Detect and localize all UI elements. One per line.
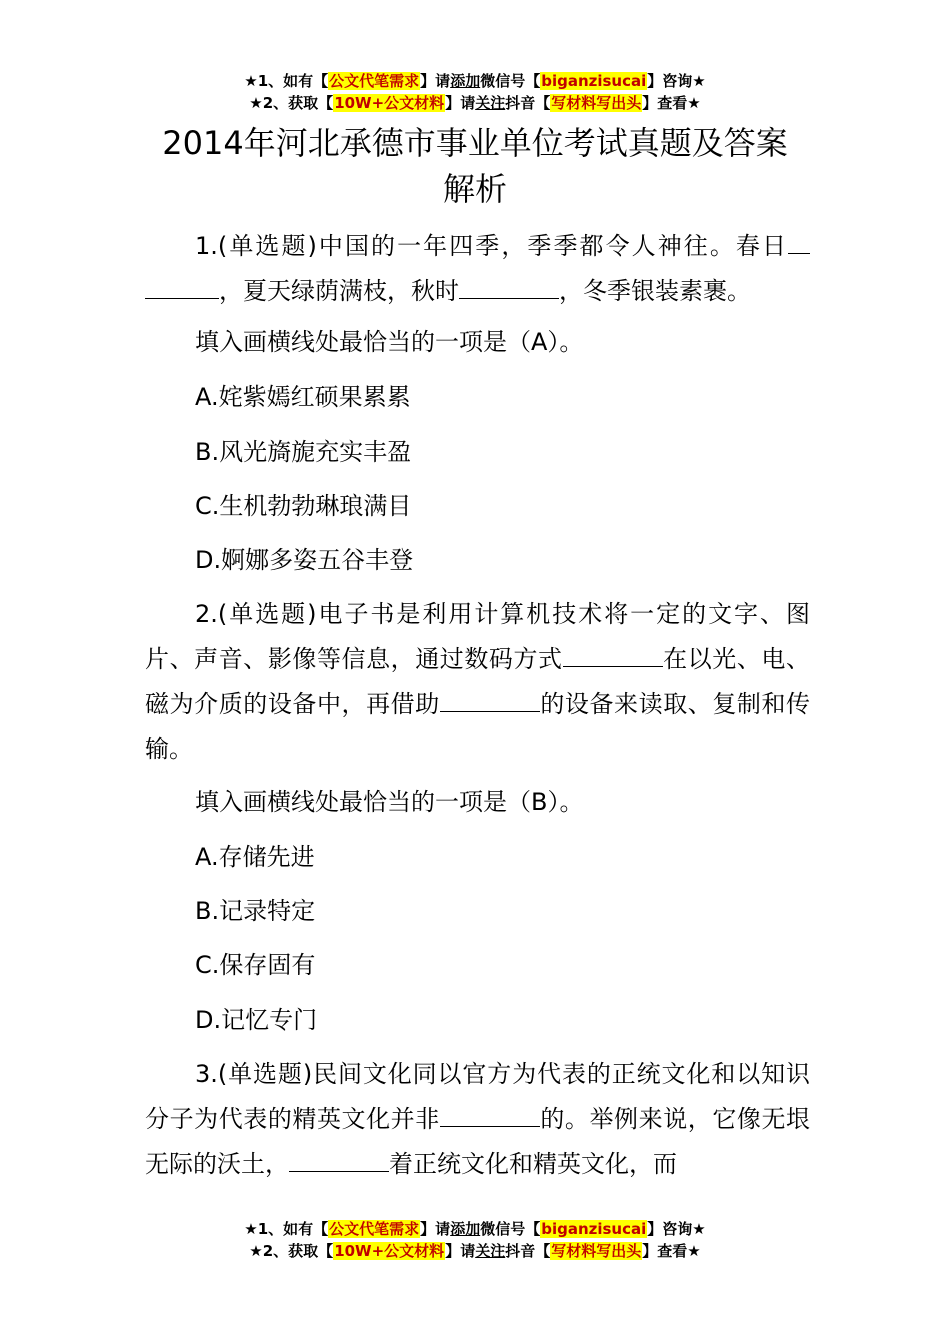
question-3-stem: 3.(单选题)民间文化同以官方为代表的正统文化和以知识分子为代表的精英文化并非 的。举例来说，它像无垠无际的沃土， 着正统文化和精英文化，而 xyxy=(145,1060,811,1178)
option: B.风光旖旎充实丰盈 xyxy=(195,438,412,466)
promo-line-1: ★1、如有【公文代笔需求】请添加微信号【biganzisucai】咨询★ xyxy=(244,72,706,90)
option: A.存储先进 xyxy=(195,843,315,871)
option: C.保存固有 xyxy=(195,951,316,979)
question-1 xyxy=(145,224,810,314)
highlight-douyin-id: 写材料写出头 xyxy=(551,94,642,112)
question-1-prompt: 填入画横线处最恰当的一项是（A）。 xyxy=(195,328,584,356)
question-2-stem: 2.(单选题)电子书是利用计算机技术将一定的文字、图片、声音、影像等信息，通过数码方式 在以光、电、磁为介质的设备中，再借助 的设备来读取、复制和传输。 xyxy=(145,600,811,763)
option: A.姹紫嫣红硕果累累 xyxy=(195,383,411,411)
highlight-materials: 10W+公文材料 xyxy=(334,1242,445,1260)
highlight-materials: 10W+公文材料 xyxy=(334,94,445,112)
highlight-wechat-id: biganzisucai xyxy=(541,72,647,90)
highlight-douyin-id: 写材料写出头 xyxy=(551,1242,642,1260)
promo-banner-bottom xyxy=(0,1218,950,1262)
option: D.婀娜多姿五谷丰登 xyxy=(195,546,414,574)
question-2 xyxy=(145,592,810,772)
option: C.生机勃勃琳琅满目 xyxy=(195,492,412,520)
option: D.记忆专门 xyxy=(195,1006,318,1034)
blank xyxy=(459,272,559,299)
promo-line-1: ★1、如有【公文代笔需求】请添加微信号【biganzisucai】咨询★ xyxy=(244,1220,706,1238)
blank xyxy=(289,1145,389,1172)
highlight-wechat-id: biganzisucai xyxy=(541,1220,647,1238)
highlight-service: 公文代笔需求 xyxy=(329,1220,420,1238)
promo-line-2: ★2、获取【10W+公文材料】请关注抖音【写材料写出头】查看★ xyxy=(249,94,701,112)
blank xyxy=(788,227,810,254)
option: B.记录特定 xyxy=(195,897,316,925)
promo-line-2: ★2、获取【10W+公文材料】请关注抖音【写材料写出头】查看★ xyxy=(249,1242,701,1260)
question-3 xyxy=(145,1052,810,1187)
blank xyxy=(440,1100,540,1127)
blank xyxy=(563,640,663,667)
question-1-stem: 1.(单选题)中国的一年四季，季季都令人神往。春日 ，夏天绿荫满枝，秋时 ，冬季银装素裹。 xyxy=(145,224,810,314)
page-title: 2014年河北承德市事业单位考试真题及答案 解析 xyxy=(162,124,788,208)
question-2-prompt: 填入画横线处最恰当的一项是（B）。 xyxy=(195,788,584,816)
blank xyxy=(145,272,219,299)
promo-banner-top xyxy=(0,70,950,114)
blank xyxy=(440,685,540,712)
highlight-service: 公文代笔需求 xyxy=(329,72,420,90)
